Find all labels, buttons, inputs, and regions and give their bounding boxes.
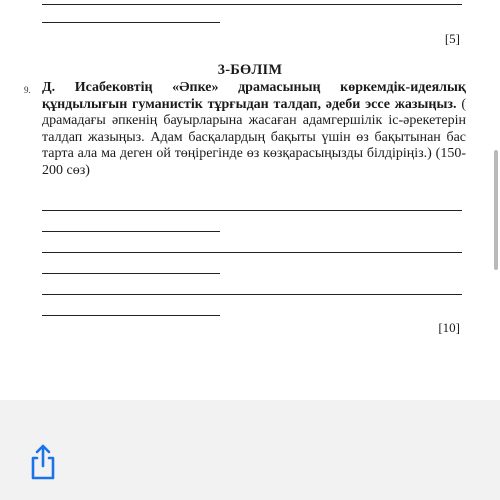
question-number: 9. (24, 85, 31, 95)
answer-line (42, 315, 220, 316)
bottom-marks: [10] (438, 320, 460, 335)
answer-line (42, 273, 220, 274)
answer-line (42, 231, 220, 232)
answer-line (42, 210, 462, 211)
bottom-toolbar (0, 400, 500, 500)
question-text (42, 80, 466, 179)
answer-line (42, 252, 462, 253)
top-marks: [5] (444, 31, 460, 46)
question-prompt: Д. Исабековтің «Әпке» драмасының көркемдік-идеялық құндылығын гуманистік тұрғыдан талдап, әдеби эссе жазыңыз. (42, 80, 466, 112)
question-instructions: ( драмадағы әпкенің бауырларына жасаған адамгершілік іс-әрекетерін талдап жазыңыз. Адам басқалардың бақыты үшін өз бақытынан бас тарта ала ма деген ой төңірегінде өз көзқарасыңызды білдіріңіз.) (150-200 сөз) (42, 96, 466, 178)
section-title: 3-БӨЛІМ (217, 62, 283, 78)
scrollbar[interactable] (494, 150, 498, 270)
answer-line (42, 22, 220, 23)
answer-line (42, 294, 462, 295)
answer-line (42, 4, 462, 5)
share-button[interactable] (22, 441, 64, 483)
share-icon (22, 441, 64, 483)
